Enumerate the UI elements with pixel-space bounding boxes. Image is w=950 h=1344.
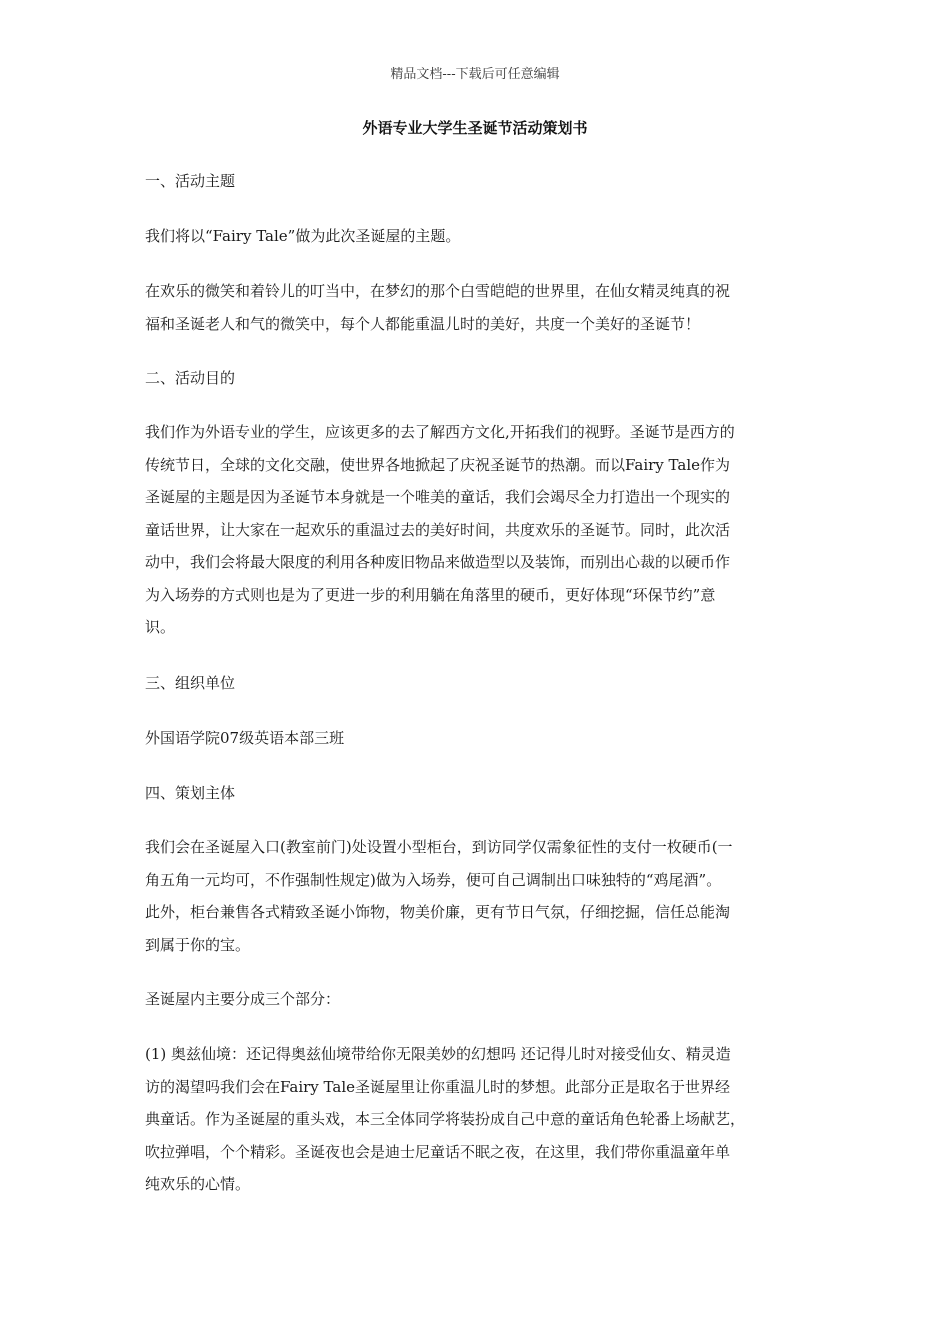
text-line: 圣诞屋内主要分成三个部分： — [145, 990, 341, 1008]
text-line: 外国语学院07级英语本部三班 — [145, 729, 345, 747]
paragraph-plan-parts-intro — [145, 983, 810, 1016]
paragraph-organizer — [145, 722, 810, 755]
paragraph-plan-part-one — [145, 1038, 810, 1201]
text-line: 在欢乐的微笑和着铃儿的叮当中，在梦幻的那个白雪皑皑的世界里，在仙女精灵纯真的祝 — [145, 282, 731, 300]
section-heading-purpose — [145, 362, 810, 395]
text-line: 识。 — [145, 618, 176, 636]
text-line: 童话世界，让大家在一起欢乐的重温过去的美好时间，共度欢乐的圣诞节。同时，此次活 — [145, 520, 731, 539]
text-line: 角五角一元均可，不作强制性规定)做为入场券，便可自己调制出口味独特的“鸡尾酒”。 — [145, 870, 722, 889]
text-line: 我们作为外语专业的学生，应该更多的去了解西方文化,开拓我们的视野。圣诞节是西方的 — [145, 423, 735, 441]
text-line: 传统节日，全球的文化交融，使世界各地掀起了庆祝圣诞节的热潮。而以Fairy Tale作为 — [145, 455, 731, 474]
text-line: 福和圣诞老人和气的微笑中，每个人都能重温儿时的美好，共度一个美好的圣诞节！ — [145, 314, 701, 333]
paragraph-theme-description — [145, 275, 810, 340]
text-line: 圣诞屋的主题是因为圣诞节本身就是一个唯美的童话，我们会竭尽全力打造出一个现实的 — [145, 488, 731, 506]
text-line: 我们将以“Fairy Tale”做为此次圣诞屋的主题。 — [145, 227, 461, 245]
text-line: 到属于你的宝。 — [145, 935, 251, 954]
text-line: 我们会在圣诞屋入口(教室前门)处设置小型柜台，到访同学仅需象征性的支付一枚硬币(一 — [145, 838, 733, 856]
running-header: 精品文档---下载后可任意编辑 — [390, 67, 560, 82]
text-line: 此外，柜台兼售各式精致圣诞小饰物，物美价廉，更有节日气氛，仔细挖掘，信任总能淘 — [145, 903, 731, 921]
text-line: 纯欢乐的心情。 — [145, 1175, 251, 1193]
text-line: 吹拉弹唱，个个精彩。圣诞夜也会是迪士尼童话不眠之夜，在这里，我们带你重温童年单 — [145, 1142, 731, 1161]
paragraph-purpose — [145, 416, 810, 644]
heading-line: 二、活动目的 — [145, 369, 236, 387]
text-line: 典童话。作为圣诞屋的重头戏，本三全体同学将装扮成自己中意的童话角色轮番上场献艺， — [145, 1110, 746, 1128]
paragraph-plan-entrance — [145, 831, 810, 961]
section-heading-theme — [145, 165, 810, 198]
section-heading-organizer — [145, 667, 810, 700]
text-line: 为入场券的方式则也是为了更进一步的利用躺在角落里的硬币，更好体现“环保节约”意 — [145, 585, 716, 604]
text-line: 动中，我们会将最大限度的利用各种废旧物品来做造型以及装饰，而别出心裁的以硬币作 — [145, 553, 731, 571]
heading-line: 一、活动主题 — [145, 172, 236, 190]
document-title: 外语专业大学生圣诞节活动策划书 — [362, 119, 588, 137]
heading-line: 四、策划主体 — [145, 784, 236, 802]
section-heading-plan — [145, 777, 810, 810]
heading-line: 三、组织单位 — [145, 674, 236, 692]
text-line: (1) 奥兹仙境：还记得奥兹仙境带给你无限美妙的幻想吗 还记得儿时对接受仙女、精灵造 — [145, 1045, 731, 1063]
text-line: 访的渴望吗我们会在Fairy Tale圣诞屋里让你重温儿时的梦想。此部分正是取名于世界经 — [145, 1077, 731, 1096]
paragraph-theme-statement — [145, 220, 810, 253]
